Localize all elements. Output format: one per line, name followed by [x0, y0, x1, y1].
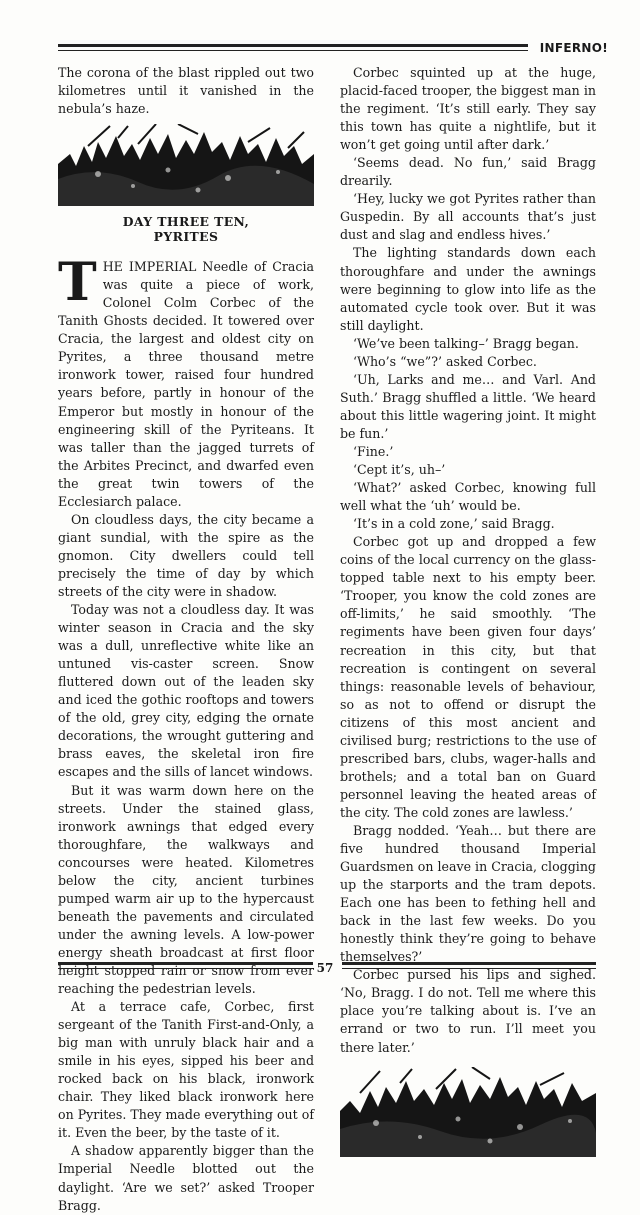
opening-paragraph-text: HE IMPERIAL Needle of Cracia was quite a piece of work, Colonel Colm Corbec of the Tanith Ghosts decided. It towered over Cracia, the largest and oldest city on Pyrites, a three thousand metre ironwork tower, raised four hundred years before, partly in honour of the Emperor but mostly in honour of the engineering skill of the Pyriteans. It was taller than the jagged turrets of the Arbites Precinct, and dwarfed even the great twin towers of the Ecclesiarch palace. — [58, 259, 314, 509]
paragraph: At a terrace cafe, Corbec, first sergeant of the Tanith First-and-Only, a big man with unruly black hair and a smile in his eyes, sipped his beer and rocked back on his black, ironwork chair. They liked black ironwork here on Pyrites. They made everything out of it. Even the beer, by the taste of it. — [58, 999, 314, 1141]
opening-paragraph — [58, 252, 314, 511]
drop-cap: T — [58, 252, 97, 314]
paragraph: But it was warm down here on the streets. Under the stained glass, ironwork awnings that edged every thoroughfare, the walkways and concourses were heated. Kilometres below the city, ancient turbines pumped warm air up to the hypercaust beneath the pavements and circulated under the awning levels. A low-power energy sheath broadcast at first floor height stopped rain or snow from ever reaching the pedestrian levels. — [58, 782, 314, 997]
paragraph: Corbec got up and dropped a few coins of the local currency on the glass-topped table next to his empty beer. ‘Trooper, you know the cold zones are off-limits,’ he said smoothly. ‘The regiments have been given four days’ recreation in this city, but that recreation is contingent on several things: reasonable levels of behaviour, so as not to offend or disrupt the citizens of this most ancient and civilised burg; restrictions to the use of prescribed bars, clubs, wager-halls and brothels; and a total ban on Guard personnel leaving the heated areas of the city. The cold zones are lawless.’ — [340, 534, 596, 820]
paragraph: ‘It’s in a cold zone,’ said Bragg. — [353, 516, 555, 532]
chapter-title-line1: DAY THREE TEN, — [122, 214, 250, 230]
battle-scene-illustration-end — [340, 1067, 596, 1157]
paragraph: ‘Fine.’ — [353, 443, 394, 459]
paragraph: The lighting standards down each thoroughfare and under the awnings were beginning to glow into life as the automated cycle took over. But it was still daylight. — [340, 245, 596, 333]
paragraph: Corbec squinted up at the huge, placid-faced trooper, the biggest man in the regiment. ‘It’s still early. They say this town has quite a nightlife, but it won’t get going until after dark.’ — [340, 65, 596, 153]
paragraph: A shadow apparently bigger than the Imperial Needle blotted out the daylight. ‘Are we set?’ asked Trooper Bragg. — [58, 1143, 314, 1213]
running-header: INFERNO! — [539, 41, 608, 55]
footer-rule-right-thick — [342, 962, 596, 965]
paragraph: Bragg nodded. ‘Yeah… but there are five hundred thousand Imperial Guardsmen on leave in Cracia, clogging up the starports and the tram depots. Each one has been to fething hell and back in the last few weeks. Do you honestly think they’re going to behave themselves?’ — [340, 822, 596, 965]
paragraph: ‘Uh, Larks and me… and Varl. And Suth.’ Bragg shuffled a little. ‘We heard about this little wagering joint. It might be fun.’ — [340, 371, 596, 441]
paragraph: ‘Who’s “we”?’ asked Corbec. — [353, 353, 537, 369]
page-number: 57 — [316, 961, 334, 975]
chapter-title-line2: PYRITES — [153, 229, 219, 245]
right-column — [340, 64, 596, 1161]
chapter-title — [58, 214, 314, 244]
header-rule-top — [58, 44, 528, 47]
paragraph: ‘What?’ asked Corbec, knowing full well what the ‘uh’ would be. — [340, 480, 596, 514]
paragraph: Today was not a cloudless day. It was winter season in Cracia and the sky was a dull, unreflective white like an untuned vis-caster screen. Snow fluttered down out of the leaden sky and iced the gothic rooftops and towers of the old, grey city, edging the ornate decorations, the wrought guttering and brass eaves, the skeletal iron fire escapes and the sills of lancet windows. — [58, 602, 314, 780]
paragraph: On cloudless days, the city became a giant sundial, with the spire as the gnomon. City dwellers could tell precisely the time of day by which streets of the city were in shadow. — [58, 511, 314, 599]
paragraph: ‘Seems dead. No fun,’ said Bragg drearily. — [340, 155, 596, 189]
left-column — [58, 64, 314, 1215]
header-rule-bottom — [58, 50, 528, 51]
footer-rule-left-thin — [58, 968, 313, 969]
footer-rule-left-thick — [58, 962, 313, 965]
paragraph: ‘We’ve been talking–’ Bragg began. — [353, 335, 579, 351]
battle-scene-illustration — [58, 124, 314, 206]
paragraph: ‘Cept it’s, uh–’ — [353, 462, 446, 478]
footer-rule-right-thin — [342, 968, 596, 969]
paragraph: ‘Hey, lucky we got Pyrites rather than Guspedin. By all accounts that’s just dust and slag and endless hives.’ — [340, 191, 596, 243]
paragraph: Corbec pursed his lips and sighed. ‘No, Bragg. I do not. Tell me where this place you’re talking about is. I’ve an errand or two to run. I’ll meet you there later.’ — [340, 967, 596, 1055]
paragraph: The corona of the blast rippled out two kilometres until it vanished in the nebula’s haze. — [58, 65, 314, 117]
